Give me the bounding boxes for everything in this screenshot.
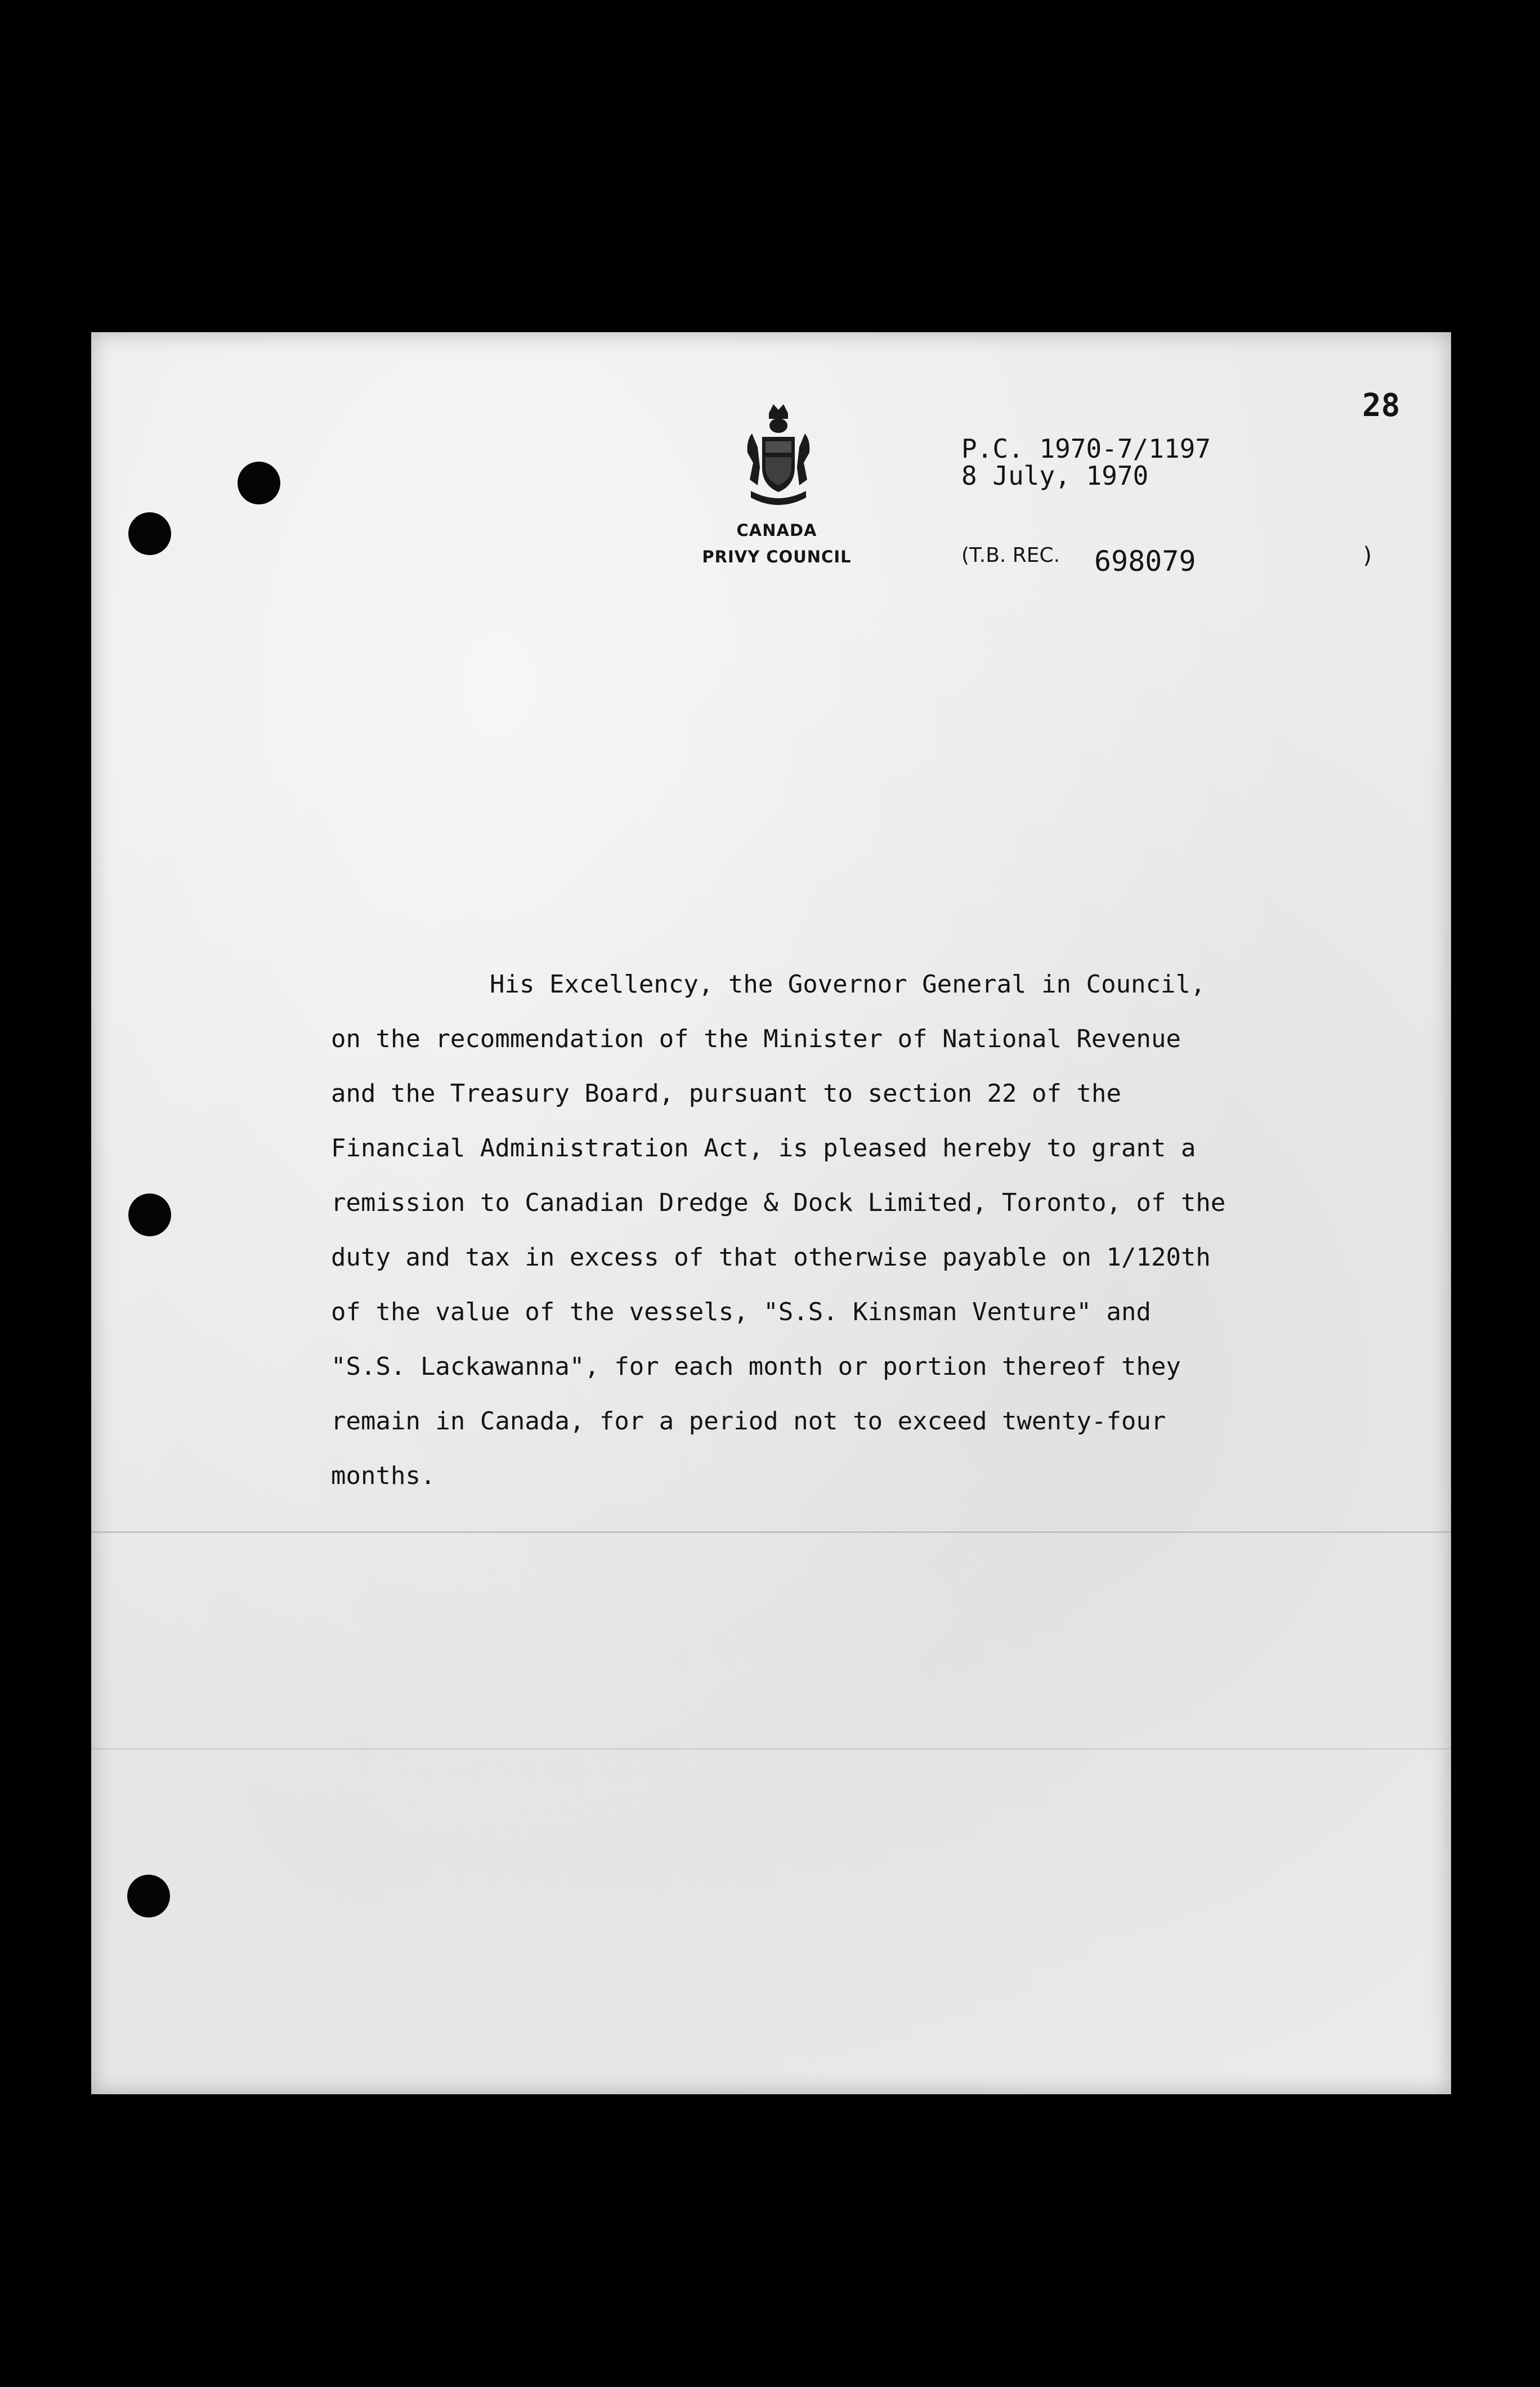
punch-hole — [128, 512, 171, 555]
order-date: 8 July, 1970 — [961, 461, 1149, 491]
body-line: remain in Canada, for a period not to exceed twenty-four — [331, 1407, 1166, 1436]
body-line: on the recommendation of the Minister of National Revenue — [331, 1025, 1181, 1053]
order-number: P.C. 1970-7/1197 — [961, 433, 1211, 464]
body-line: months. — [331, 1461, 436, 1490]
body-line: His Excellency, the Governor General in Council, — [490, 970, 1206, 999]
body-line: and the Treasury Board, pursuant to section 22 of the — [331, 1079, 1121, 1108]
tb-rec-label: (T.B. REC. — [961, 544, 1060, 567]
body-line: "S.S. Lackawanna", for each month or portion thereof they — [331, 1352, 1181, 1381]
tb-rec-number: 698079 — [1094, 545, 1196, 578]
coat-of-arms-icon — [741, 401, 816, 513]
punch-hole — [128, 1194, 171, 1236]
body-line: remission to Canadian Dredge & Dock Limited, Toronto, of the — [331, 1188, 1226, 1217]
tb-rec-close-paren: ) — [1361, 543, 1375, 569]
body-line: of the value of the vessels, "S.S. Kinsman Venture" and — [331, 1298, 1151, 1326]
fold-line — [91, 1748, 1451, 1750]
fold-line — [91, 1531, 1451, 1533]
body-line: Financial Administration Act, is pleased hereby to grant a — [331, 1134, 1196, 1163]
body-line: duty and tax in excess of that otherwise payable on 1/120th — [331, 1243, 1211, 1272]
agency-name: CANADA — [736, 521, 817, 540]
punch-hole — [238, 462, 280, 504]
agency-subtitle: PRIVY COUNCIL — [702, 547, 852, 566]
order-body — [331, 957, 1316, 1503]
punch-hole — [127, 1875, 170, 1917]
page-number: 28 — [1362, 387, 1400, 424]
